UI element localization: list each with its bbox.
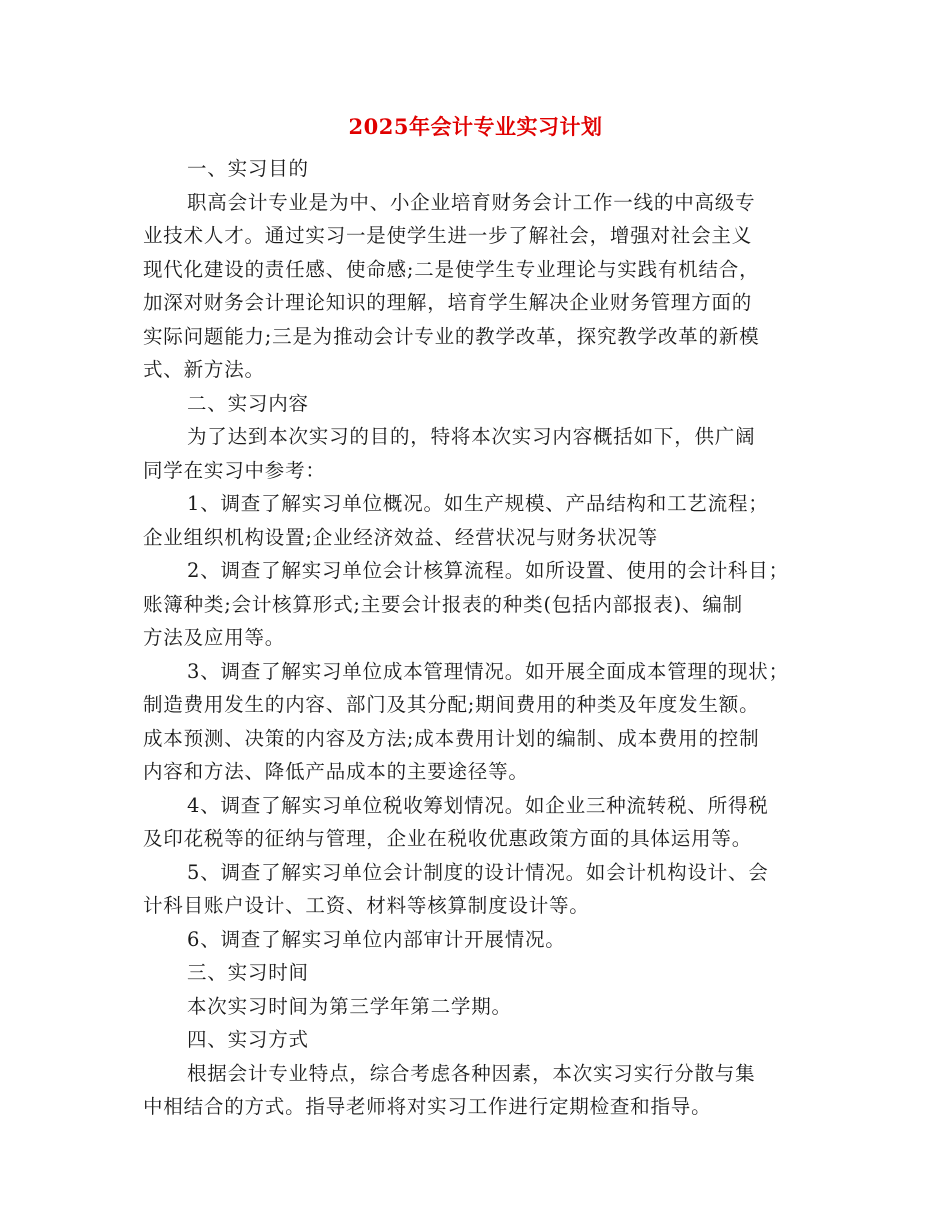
text-line: 企业组织机构设置;企业经济效益、经营状况与财务状况等 bbox=[143, 525, 658, 549]
text-line: 根据会计专业特点，综合考虑各种因素，本次实习实行分散与集 bbox=[187, 1061, 756, 1085]
document-page bbox=[143, 108, 808, 1124]
text-line: 一、实习目的 bbox=[187, 157, 309, 180]
document-body bbox=[143, 152, 808, 1124]
text-line: 制造费用发生的内容、部门及其分配;期间费用的种类及年度发生额。 bbox=[143, 693, 760, 716]
text-line: 方法及应用等。 bbox=[143, 626, 286, 649]
text-line: 实际问题能力;三是为推动会计专业的教学改革，探究教学改革的新模 bbox=[143, 324, 760, 348]
text-line: 本次实习时间为第三学年第二学期。 bbox=[187, 994, 512, 1018]
text-line: 加深对财务会计理论知识的理解，培育学生解决企业财务管理方面的 bbox=[143, 291, 753, 314]
text-line: 同学在实习中参考： bbox=[143, 458, 326, 482]
text-line: 中相结合的方式。指导老师将对实习工作进行定期检查和指导。 bbox=[143, 1095, 712, 1118]
document-title: 2025年会计专业实习计划 bbox=[348, 114, 603, 139]
text-line: 5、调查了解实习单位会计制度的设计情况。如会计机构设计、会 bbox=[187, 860, 769, 884]
text-line: 四、实习方式 bbox=[187, 1028, 309, 1051]
text-line: 为了达到本次实习的目的，特将本次实习内容概括如下，供广阔 bbox=[187, 425, 756, 448]
text-line: 及印花税等的征纳与管理，企业在税收优惠政策方面的具体运用等。 bbox=[143, 827, 753, 850]
text-line: 1、调查了解实习单位概况。如生产规模、产品结构和工艺流程； bbox=[187, 492, 769, 515]
text-line: 3、调查了解实习单位成本管理情况。如开展全面成本管理的现状； bbox=[187, 659, 789, 683]
text-line: 2、调查了解实习单位会计核算流程。如所设置、使用的会计科目； bbox=[187, 559, 789, 582]
text-line: 计科目账户设计、工资、材料等核算制度设计等。 bbox=[143, 894, 590, 917]
text-line: 成本预测、决策的内容及方法;成本费用计划的编制、成本费用的控制 bbox=[143, 726, 760, 750]
text-line: 式、新方法。 bbox=[143, 358, 265, 381]
text-line: 内容和方法、降低产品成本的主要途径等。 bbox=[143, 760, 529, 783]
text-line: 6、调查了解实习单位内部审计开展情况。 bbox=[187, 927, 566, 951]
text-line: 现代化建设的责任感、使命感;二是使学生专业理论与实践有机结合， bbox=[143, 257, 760, 281]
text-line: 职高会计专业是为中、小企业培育财务会计工作一线的中高级专 bbox=[187, 190, 756, 214]
text-line: 账簿种类;会计核算形式;主要会计报表的种类(包括内部报表)、编制 bbox=[143, 592, 743, 616]
text-line: 二、实习内容 bbox=[187, 391, 309, 415]
text-line: 业技术人才。通过实习一是使学生进一步了解社会，增强对社会主义 bbox=[143, 224, 753, 247]
text-line: 三、实习时间 bbox=[187, 961, 309, 984]
text-line: 4、调查了解实习单位税收筹划情况。如企业三种流转税、所得税 bbox=[187, 793, 769, 817]
